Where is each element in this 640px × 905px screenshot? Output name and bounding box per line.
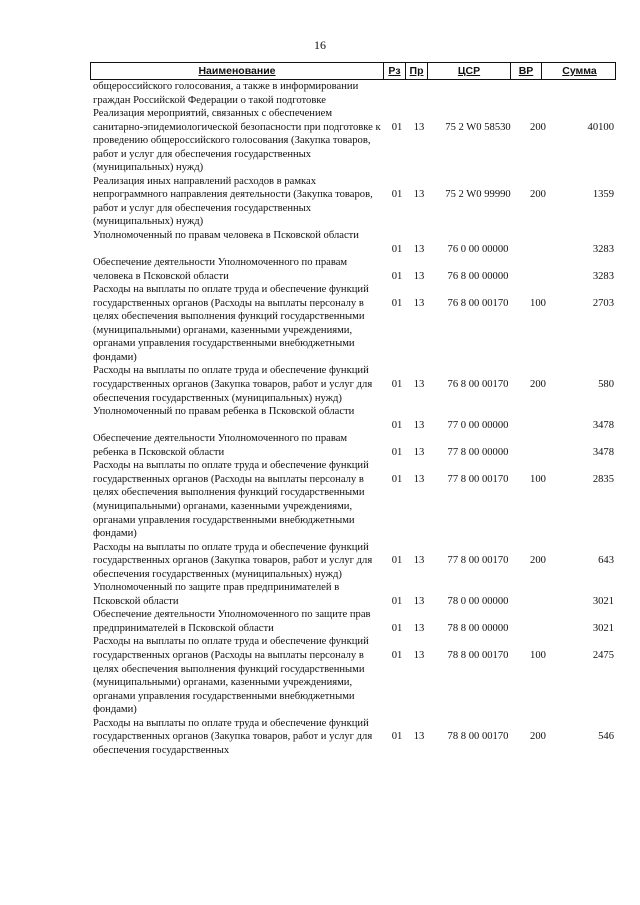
row-name: Обеспечение деятельности Уполномоченного по защите прав предпринимателей в Псковской области xyxy=(93,609,371,634)
header-rz: Рз xyxy=(384,63,406,79)
row-name: Обеспечение деятельности Уполномоченного по правам ребенка в Псковской области xyxy=(93,433,348,458)
row-rz: 01 xyxy=(391,270,403,282)
row-pr: 13 xyxy=(413,297,425,309)
row-rz: 01 xyxy=(391,297,403,309)
row-vr: 100 xyxy=(530,649,546,661)
header-vr: ВР xyxy=(511,63,542,79)
table-row xyxy=(90,405,616,432)
row-name: Расходы на выплаты по оплате труда и обеспечение функций государственных органов (Закупка товаров, работ и услуг для обеспечения государственных (муниципальных) нужд) xyxy=(93,541,373,580)
table-row xyxy=(90,432,616,459)
row-vr: 100 xyxy=(530,473,546,485)
row-sum: 3478 xyxy=(592,446,614,458)
row-name: Уполномоченный по правам человека в Псковской области xyxy=(93,230,359,242)
row-sum: 40100 xyxy=(587,121,614,133)
row-vr: 100 xyxy=(530,297,546,309)
table-row xyxy=(90,717,616,758)
row-csr: 75 2 W0 58530 xyxy=(445,121,511,133)
row-vr xyxy=(520,80,556,107)
row-pr: 13 xyxy=(413,731,425,743)
row-rz xyxy=(386,80,408,107)
row-csr: 76 0 00 00000 xyxy=(447,243,509,255)
row-sum: 2475 xyxy=(592,649,614,661)
row-csr: 77 8 00 00170 xyxy=(447,473,509,485)
table-row xyxy=(90,107,616,175)
page-number: 16 xyxy=(314,38,326,52)
row-name: Обеспечение деятельности Уполномоченного по правам человека в Псковской области xyxy=(93,257,348,282)
table-row xyxy=(90,608,616,635)
row-rz: 01 xyxy=(391,189,403,201)
row-rz: 01 xyxy=(391,649,403,661)
row-sum: 2835 xyxy=(592,473,614,485)
row-csr: 77 0 00 00000 xyxy=(447,419,509,431)
row-name: общероссийского голосования, а также в информировании граждан Российской Федерации о такой подготовке xyxy=(93,81,359,106)
row-name: Расходы на выплаты по оплате труда и обеспечение функций государственных органов (Закупка товаров, работ и услуг для обеспечения государственных xyxy=(93,717,373,756)
row-name: Расходы на выплаты по оплате труда и обеспечение функций государственных органов (Закупка товаров, работ и услуг для обеспечения государственных (муниципальных) нужд) xyxy=(93,365,373,404)
table-row xyxy=(90,459,616,540)
row-pr: 13 xyxy=(413,379,425,391)
row-vr xyxy=(520,256,556,283)
row-name: Реализация мероприятий, связанных с обеспечением санитарно-эпидемиологической безопасности при подготовке к проведению общероссийского голосования (Закупка товаров, работ и услуг для обеспечения государственных (муниципальных) нужд) xyxy=(93,108,381,174)
row-rz: 01 xyxy=(391,243,403,255)
row-csr: 78 8 00 00170 xyxy=(447,731,509,743)
row-name: Уполномоченный по защите прав предпринимателей в Псковской области xyxy=(93,582,340,607)
row-pr: 13 xyxy=(413,649,425,661)
row-sum: 643 xyxy=(598,555,614,567)
row-vr: 200 xyxy=(530,379,546,391)
table-row xyxy=(90,175,616,229)
row-pr xyxy=(408,80,430,107)
row-csr: 77 8 00 00170 xyxy=(447,555,509,567)
table-row xyxy=(90,541,616,582)
row-rz: 01 xyxy=(391,622,403,634)
table-row xyxy=(90,635,616,716)
row-rz: 01 xyxy=(391,731,403,743)
row-csr: 78 0 00 00000 xyxy=(447,595,509,607)
row-vr xyxy=(520,608,556,635)
header-pr: Пр xyxy=(406,63,428,79)
row-sum: 3478 xyxy=(592,419,614,431)
row-vr xyxy=(520,229,556,256)
row-csr: 76 8 00 00170 xyxy=(447,297,509,309)
row-pr: 13 xyxy=(413,595,425,607)
row-csr: 76 8 00 00000 xyxy=(447,270,509,282)
row-name: Реализация иных направлений расходов в рамках непрограммного направления деятельности (Закупка товаров, работ и услуг для обеспечения государственных (муниципальных) нужд) xyxy=(93,175,373,228)
row-csr: 78 8 00 00000 xyxy=(447,622,509,634)
row-pr: 13 xyxy=(413,446,425,458)
row-sum: 2703 xyxy=(592,297,614,309)
row-name: Расходы на выплаты по оплате труда и обеспечение функций государственных органов (Расходы на выплаты персоналу в целях обеспечения выполнения функций государственными (муниципальными) органами, казенными учреждениями, органами управления государственными внебюджетными фондами) xyxy=(93,460,369,540)
table-row xyxy=(90,283,616,364)
row-csr xyxy=(430,80,520,107)
row-sum: 3283 xyxy=(592,270,614,282)
row-rz: 01 xyxy=(391,595,403,607)
table-row xyxy=(90,581,616,608)
row-pr: 13 xyxy=(413,555,425,567)
row-pr: 13 xyxy=(413,622,425,634)
table-row xyxy=(90,229,616,256)
row-pr: 13 xyxy=(413,419,425,431)
row-pr: 13 xyxy=(413,270,425,282)
row-vr: 200 xyxy=(530,189,546,201)
header-name: Наименование xyxy=(91,63,384,79)
row-pr: 13 xyxy=(413,243,425,255)
row-rz: 01 xyxy=(391,446,403,458)
row-name: Расходы на выплаты по оплате труда и обеспечение функций государственных органов (Расходы на выплаты персоналу в целях обеспечения выполнения функций государственными (муниципальными) органами, казенными учреждениями, органами управления государственными внебюджетными фондами) xyxy=(93,284,369,363)
row-csr: 77 8 00 00000 xyxy=(447,446,509,458)
row-vr xyxy=(520,405,556,432)
header-csr: ЦСР xyxy=(428,63,511,79)
row-sum: 3021 xyxy=(592,595,614,607)
row-vr xyxy=(520,432,556,459)
row-sum: 3021 xyxy=(592,622,614,634)
header-sum: Сумма xyxy=(562,65,597,77)
row-rz: 01 xyxy=(391,121,403,133)
row-sum: 1359 xyxy=(592,189,614,201)
row-csr: 78 8 00 00170 xyxy=(447,649,509,661)
row-sum: 580 xyxy=(598,379,614,391)
row-rz: 01 xyxy=(391,419,403,431)
table-header xyxy=(90,62,616,80)
row-csr: 76 8 00 00170 xyxy=(447,379,509,391)
row-csr: 75 2 W0 99990 xyxy=(445,189,511,201)
row-vr xyxy=(520,581,556,608)
row-sum: 546 xyxy=(598,731,614,743)
row-rz: 01 xyxy=(391,555,403,567)
budget-table xyxy=(90,62,616,757)
table-row xyxy=(90,80,616,107)
table-row xyxy=(90,364,616,405)
table-row xyxy=(90,256,616,283)
row-vr: 200 xyxy=(530,731,546,743)
row-sum: 3283 xyxy=(592,243,614,255)
row-pr: 13 xyxy=(413,473,425,485)
row-pr: 13 xyxy=(413,121,425,133)
row-rz: 01 xyxy=(391,379,403,391)
row-vr: 200 xyxy=(530,555,546,567)
row-name: Расходы на выплаты по оплате труда и обеспечение функций государственных органов (Расходы на выплаты персоналу в целях обеспечения выполнения функций государственными (муниципальными) органами, казенными учреждениями, органами управления государственными внебюджетными фондами) xyxy=(93,636,369,716)
row-sum xyxy=(556,80,616,107)
row-pr: 13 xyxy=(413,189,425,201)
row-name: Уполномоченный по правам ребенка в Псковской области xyxy=(93,406,355,418)
row-rz: 01 xyxy=(391,473,403,485)
row-vr: 200 xyxy=(530,121,546,133)
